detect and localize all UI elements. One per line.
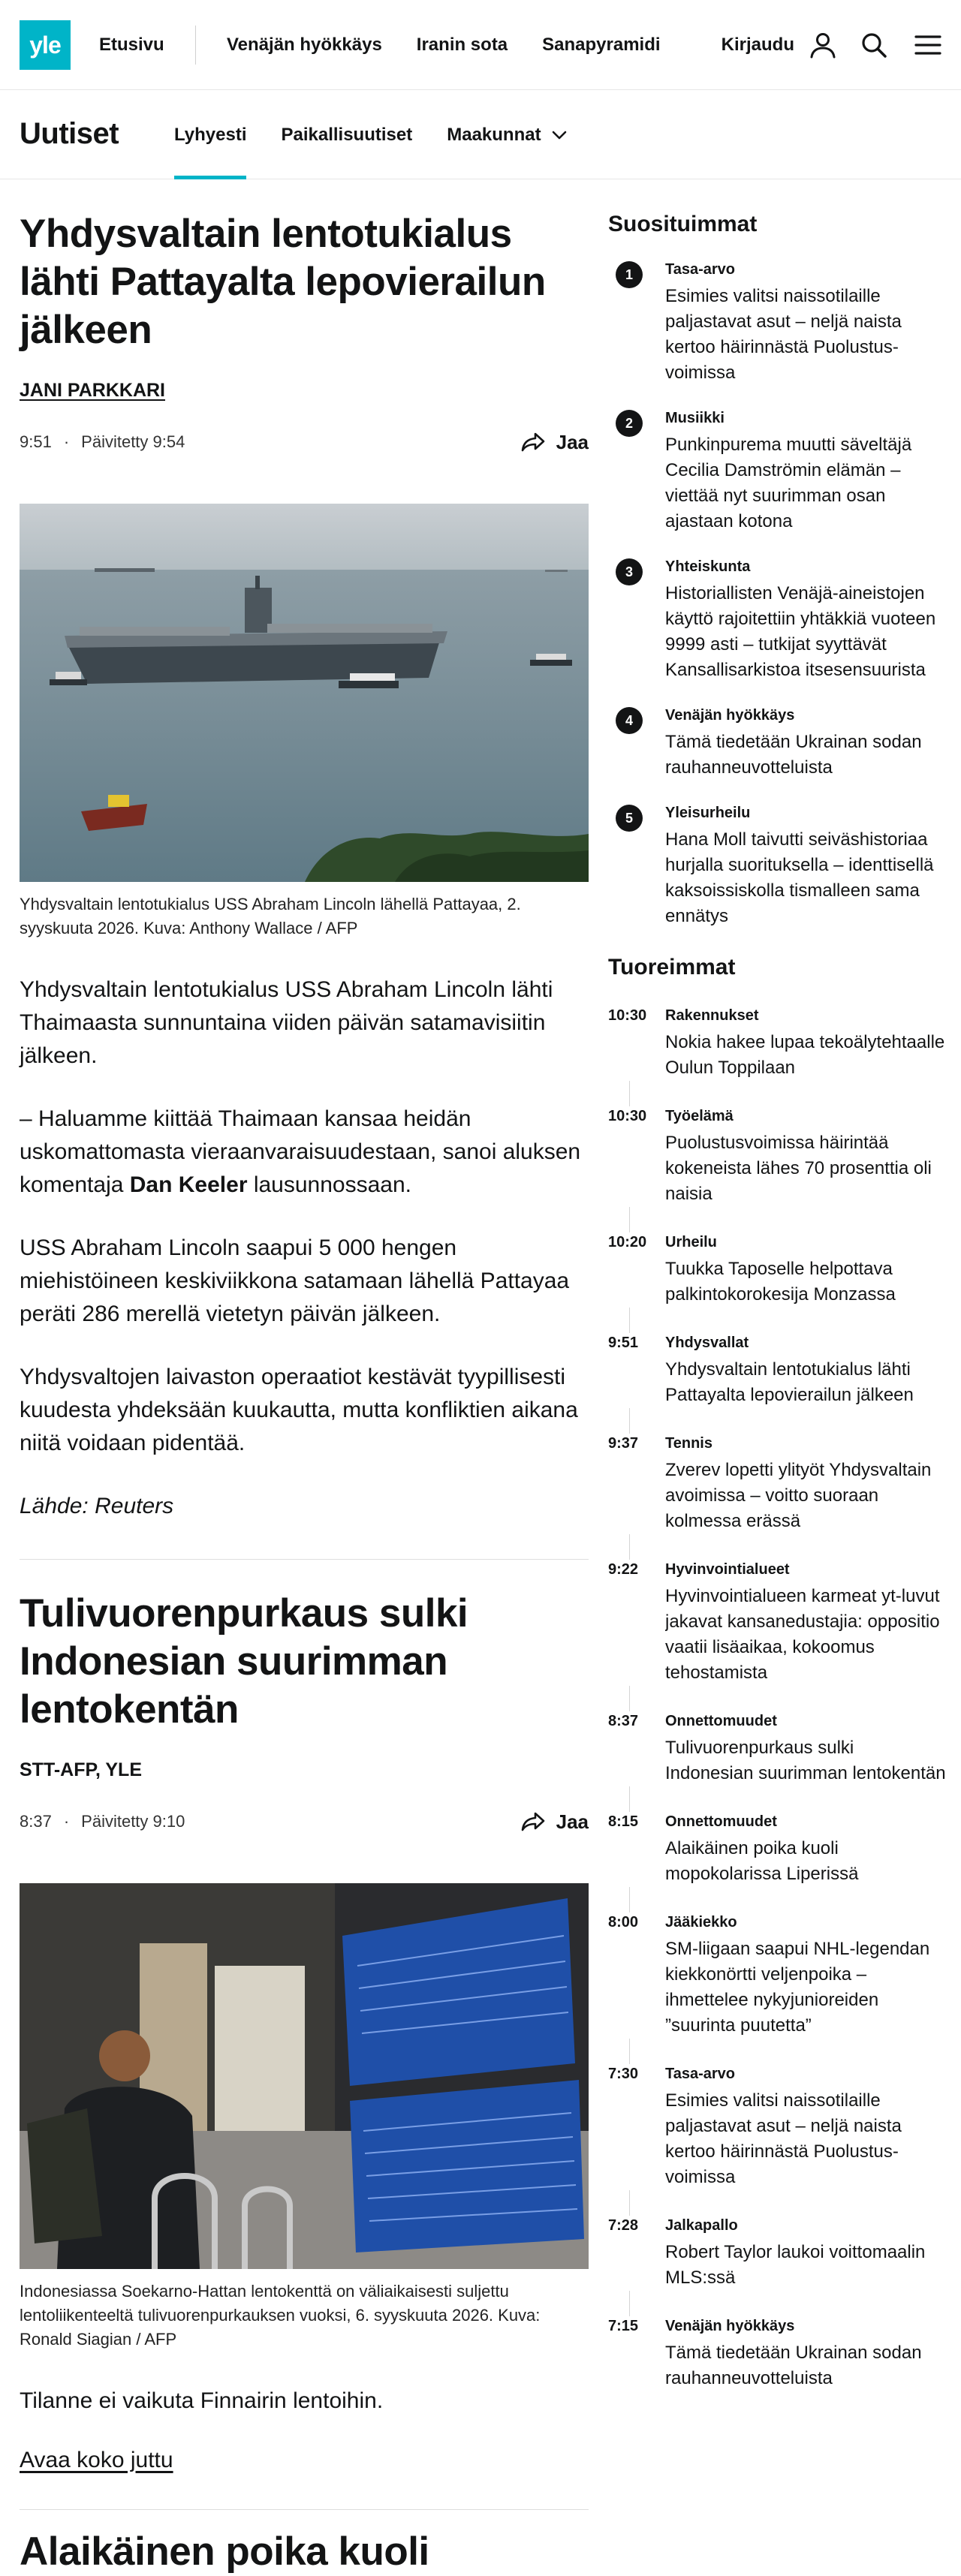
article-quote-paragraph xyxy=(20,1103,589,1202)
item-category: Tennis xyxy=(665,1435,712,1452)
popular-item-body xyxy=(665,408,946,534)
sidebar xyxy=(608,180,946,2417)
meta-separator: · xyxy=(63,1812,70,1831)
section-title[interactable]: Uutiset xyxy=(20,117,119,150)
article-image-carrier xyxy=(20,504,589,882)
quote-suffix: lausunnossaan. xyxy=(247,1172,411,1197)
article-meta xyxy=(20,1807,589,1837)
item-time: 7:15 xyxy=(608,2316,665,2391)
rank-badge: 3 xyxy=(616,558,643,585)
latest-item-body xyxy=(665,1006,946,1081)
share-label: Jaa xyxy=(556,1810,589,1833)
article-paragraph: USS Abraham Lincoln saapui 5 000 hengen miehistöineen keskiviikkona satamaan lähellä Pattayaa peräti 286 merellä vietetyn päivän jälkeen. xyxy=(20,1235,570,1326)
nav-link-iranin-sota[interactable]: Iranin sota xyxy=(416,35,508,55)
tab-paikallisuutiset[interactable] xyxy=(281,90,412,179)
latest-item[interactable] xyxy=(608,1560,946,1686)
latest-item[interactable] xyxy=(608,2064,946,2190)
rank-badge: 2 xyxy=(616,410,643,437)
item-time: 10:30 xyxy=(608,1006,665,1081)
item-category: Jääkiekko xyxy=(665,1914,737,1930)
latest-item-body xyxy=(665,1106,946,1207)
latest-item[interactable] xyxy=(608,1106,946,1207)
item-category: Tasa-arvo xyxy=(665,2066,736,2082)
open-full-article-link[interactable]: Avaa koko juttu xyxy=(20,2448,173,2472)
item-title: Hyvinvointialueen karmeat yt-luvut jakavat kansanedustajia: oppositio vaatii lisäaikaa, kokoomus tehostamista xyxy=(665,1586,940,1683)
image-caption: Yhdysvaltain lentotukialus USS Abraham Lincoln lähellä Pattayaa, 2. syyskuuta 2026. Kuva: Anthony Wallace / AFP xyxy=(20,895,521,937)
article-image-airport xyxy=(20,1883,589,2269)
item-time: 9:37 xyxy=(608,1434,665,1534)
yle-logo[interactable]: yle xyxy=(20,20,71,70)
item-title: Esimies valitsi naissotilaille paljastavat asut – neljä naista kertoo häirinnästä Puolustusvoimissa xyxy=(665,286,902,383)
item-title: Zverev lopetti ylityöt Yhdysvaltain avoimissa – voitto suoraan kolmessa erässä xyxy=(665,1460,932,1531)
article-author-link[interactable]: JANI PARKKARI xyxy=(20,380,165,401)
latest-item-body xyxy=(665,2064,946,2190)
item-title: Punkinpurema muutti säveltäjä Cecilia Damströmin elämän – viettää nyt suurimman osan ajastaan kotona xyxy=(665,435,912,531)
share-button[interactable] xyxy=(520,431,589,454)
item-title: Yhdysvaltain lentotukialus lähti Pattayalta lepovierailun jälkeen xyxy=(665,1359,914,1405)
quote-person: Dan Keeler xyxy=(129,1172,248,1197)
item-category: Yhteiskunta xyxy=(665,558,751,575)
article-paragraph: Yhdysvaltojen laivaston operaatiot kestävät tyypillisesti kuudesta yhdeksään kuukautta, mutta konfliktien aikana niitä voidaan pidentää. xyxy=(20,1365,578,1455)
latest-item-body xyxy=(665,1711,946,1786)
article-title: Alaikäinen poika kuoli xyxy=(20,2529,429,2574)
latest-item[interactable] xyxy=(608,2316,946,2391)
item-time: 9:51 xyxy=(608,1333,665,1408)
item-category: Työelämä xyxy=(665,1108,734,1124)
latest-item-body xyxy=(665,1232,946,1308)
item-time: 10:20 xyxy=(608,1232,665,1308)
latest-item[interactable] xyxy=(608,1006,946,1081)
image-caption: Indonesiassa Soekarno-Hattan lentokenttä on väliaikaisesti suljettu lentoliikenteeltä tulivuorenpurkauksen vuoksi, 6. syyskuuta 2026. Kuva: Ronald Siagian / AFP xyxy=(20,2282,541,2349)
item-title: Nokia hakee lupaa tekoälytehtaalle Oulun Toppilaan xyxy=(665,1032,945,1078)
main-nav xyxy=(227,0,661,90)
share-icon xyxy=(520,432,546,453)
item-title: Tämä tiedetään Ukrainan sodan rauhanneuvotteluista xyxy=(665,2343,922,2388)
item-category: Onnettomuudet xyxy=(665,1813,777,1830)
item-title: Tämä tiedetään Ukrainan sodan rauhanneuvotteluista xyxy=(665,732,922,778)
popular-item[interactable] xyxy=(608,260,946,386)
item-title: Historiallisten Venäjä-aineistojen käyttö rajoitettiin yhtäkkiä vuoteen 9999 asti – tutkijat syyttävät Kansallisarkistoa itsesensuurista xyxy=(665,583,936,680)
nav-link-etusivu[interactable]: Etusivu xyxy=(99,35,164,55)
menu-icon[interactable] xyxy=(910,27,946,63)
item-category: Rakennukset xyxy=(665,1007,759,1024)
article-meta xyxy=(20,427,589,457)
popular-item-body xyxy=(665,706,946,781)
item-time: 9:22 xyxy=(608,1560,665,1686)
rank-badge: 4 xyxy=(616,707,643,734)
item-title: Robert Taylor laukoi voittomaalin MLS:ssä xyxy=(665,2242,926,2288)
latest-item[interactable] xyxy=(608,2216,946,2291)
rank-badge: 1 xyxy=(616,261,643,288)
article-time: 9:51 xyxy=(20,432,52,451)
main-content xyxy=(20,180,589,2576)
latest-list xyxy=(608,1006,946,2391)
item-category: Tasa-arvo xyxy=(665,261,736,278)
popular-list xyxy=(608,260,946,929)
article-paragraph: Tilanne ei vaikuta Finnairin lentoihin. xyxy=(20,2388,384,2413)
item-time: 7:28 xyxy=(608,2216,665,2291)
item-category: Venäjän hyökkäys xyxy=(665,2318,795,2334)
item-title: Hana Moll taivutti seiväshistoriaa hurjalla suorituksella – identtisellä kaksoissiskolla tismalleen sama ennätys xyxy=(665,829,934,926)
nav-link-venajan-hyokkays[interactable]: Venäjän hyökkäys xyxy=(227,35,382,55)
item-title: Puolustusvoimissa häirintää kokeneista lähes 70 prosenttia oli naisia xyxy=(665,1133,932,1204)
article-card xyxy=(20,180,589,1560)
item-time: 8:37 xyxy=(608,1711,665,1786)
article-source: Lähde: Reuters xyxy=(20,1494,174,1518)
popular-item-body xyxy=(665,803,946,929)
article-card xyxy=(20,2510,589,2576)
latest-item[interactable] xyxy=(608,1912,946,2039)
item-time: 8:00 xyxy=(608,1912,665,2039)
meta-separator: · xyxy=(63,432,70,451)
item-title: Tuukka Taposelle helpottava palkintokorokesija Monzassa xyxy=(665,1259,896,1305)
main-nav-home xyxy=(99,0,164,90)
popular-item-body xyxy=(665,260,946,386)
latest-item-body xyxy=(665,1812,946,1887)
latest-heading: Tuoreimmat xyxy=(608,955,736,980)
item-category: Yhdysvallat xyxy=(665,1335,749,1351)
tab-label: Maakunnat xyxy=(447,124,541,145)
article-title: Yhdysvaltain lentotukialus lähti Pattayalta lepovierailun jälkeen xyxy=(20,212,546,352)
latest-item[interactable] xyxy=(608,1333,946,1408)
popular-item[interactable] xyxy=(608,803,946,929)
item-category: Yleisurheilu xyxy=(665,805,751,821)
item-category: Onnettomuudet xyxy=(665,1713,777,1729)
latest-item[interactable] xyxy=(608,1232,946,1308)
tab-maakunnat[interactable] xyxy=(447,90,566,179)
header-actions xyxy=(722,0,961,90)
item-category: Venäjän hyökkäys xyxy=(665,707,795,724)
article-card xyxy=(20,1560,589,2510)
item-title: Alaikäinen poika kuoli mopokolarissa Liperissä xyxy=(665,1838,859,1884)
top-header xyxy=(0,0,961,90)
item-title: SM-liigaan saapui NHL-legendan kiekkonörtti veljenpoika – ihmettelee nykyjunioreiden ”suurinta puutetta” xyxy=(665,1939,930,2036)
nav-divider xyxy=(195,26,196,65)
popular-item-body xyxy=(665,557,946,683)
tab-lyhyesti[interactable] xyxy=(174,90,246,179)
item-title: Tulivuorenpurkaus sulki Indonesian suurimman lentokentän xyxy=(665,1738,946,1783)
latest-item-body xyxy=(665,2316,946,2391)
chevron-down-icon xyxy=(552,131,567,140)
section-tabs xyxy=(174,90,567,179)
share-icon xyxy=(520,1811,546,1832)
latest-item[interactable] xyxy=(608,1812,946,1887)
login-link[interactable]: Kirjaudu xyxy=(721,35,794,55)
search-icon[interactable] xyxy=(856,27,892,63)
popular-item[interactable] xyxy=(608,557,946,683)
item-category: Hyvinvointialueet xyxy=(665,1561,790,1578)
user-icon[interactable] xyxy=(805,27,841,63)
share-button[interactable] xyxy=(520,1810,589,1834)
article-updated: Päivitetty 9:10 xyxy=(81,1812,185,1831)
rank-badge: 5 xyxy=(616,805,643,832)
latest-item-body xyxy=(665,1333,946,1408)
item-title: Esimies valitsi naissotilaille paljastavat asut – neljä naista kertoo häirinnästä Puolustusvoimissa xyxy=(665,2090,902,2187)
tab-label: Paikallisuutiset xyxy=(281,124,413,145)
share-label: Jaa xyxy=(556,430,589,453)
item-category: Urheilu xyxy=(665,1234,717,1250)
item-category: Musiikki xyxy=(665,410,725,426)
article-updated: Päivitetty 9:54 xyxy=(81,432,185,451)
item-time: 10:30 xyxy=(608,1106,665,1207)
article-paragraph: Yhdysvaltain lentotukialus USS Abraham Lincoln lähti Thaimaasta sunnuntaina viiden päivän satamavisiitin jälkeen. xyxy=(20,977,553,1068)
article-time: 8:37 xyxy=(20,1812,52,1831)
latest-item[interactable] xyxy=(608,1434,946,1534)
latest-item-body xyxy=(665,1912,946,2039)
quote-text: – Haluamme kiittää Thaimaan kansaa heidän uskomattomasta vieraanvaraisuudestaan, sanoi aluksen komentaja xyxy=(20,1106,581,1197)
latest-item-body xyxy=(665,1560,946,1686)
item-time: 8:15 xyxy=(608,1812,665,1887)
popular-heading: Suosituimmat xyxy=(608,212,758,236)
tab-label: Lyhyesti xyxy=(174,124,247,145)
popular-item[interactable] xyxy=(608,706,946,781)
nav-link-sanapyramidi[interactable]: Sanapyramidi xyxy=(542,35,661,55)
item-category: Jalkapallo xyxy=(665,2217,738,2234)
latest-item-body xyxy=(665,2216,946,2291)
latest-item[interactable] xyxy=(608,1711,946,1786)
section-nav xyxy=(0,90,961,179)
article-title: Tulivuorenpurkaus sulki Indonesian suurimman lentokentän xyxy=(20,1591,468,1732)
item-time: 7:30 xyxy=(608,2064,665,2190)
popular-item[interactable] xyxy=(608,408,946,534)
latest-item-body xyxy=(665,1434,946,1534)
article-author: STT-AFP, YLE xyxy=(20,1759,143,1780)
